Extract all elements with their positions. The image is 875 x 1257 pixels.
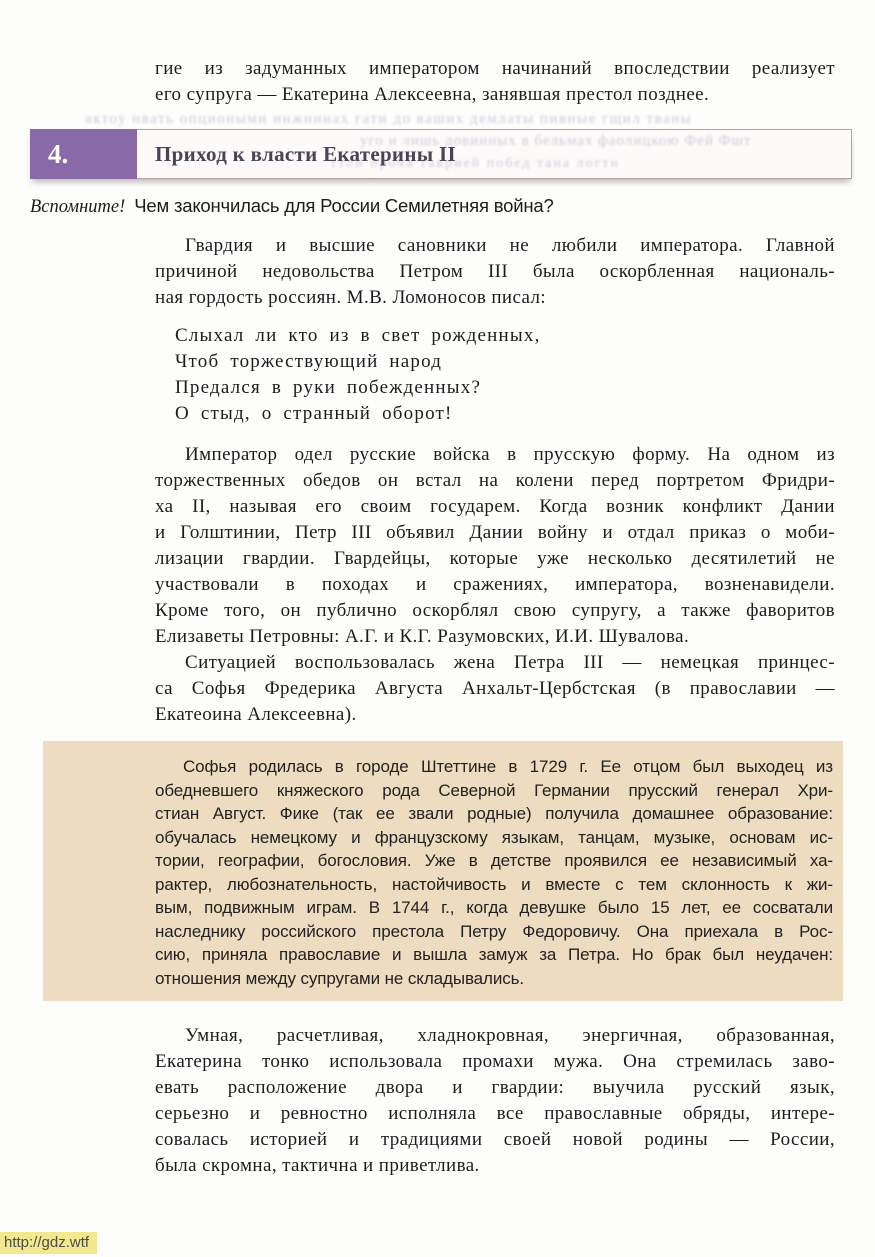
- body-paragraph-1: Гвардия и высшие сановники не любили императора. Главной причиной недовольства Петром III была оскорбленная националь- ная гордость россиян. М.В. Ломоносов писал:: [155, 235, 835, 308]
- biography-info-box: Софья родилась в городе Штеттине в 1729 г. Ее отцом был выходец из обедневшего княжеского рода Северной Германии прусский генерал Хри- стиан Август. Фике (так ее звали родные) получила домашнее образование: обучалась немецкому и французскому языкам, танцам, музыке, основам ис- тории, географии, богословия. Уже в детстве проявился ее независимый ха- рактер, любознательность, настойчивость и вместе с тем склонность к жи- вым, подвижным играм. В 1744 г., когда девушке было 15 лет, ее сосватали наследнику российского престола Петру Федоровичу. Она приехала в Рос- сию, приняла православие и вышла замуж за Петра. Но брак был неудачен: отношения между супругами не складывались.: [43, 741, 843, 1001]
- main-text-column: [155, 233, 835, 728]
- recall-label: Вспомните!: [30, 197, 126, 217]
- section-title: Приход к власти Екатерины II: [155, 141, 456, 166]
- bleedthrough-text-in-bar-2: ттой проча таврией побед тана логти: [330, 156, 620, 171]
- body-paragraph-4: Умная, расчетливая, хладнокровная, энергичная, образованная, Екатерина тонко использовала промахи мужа. Она стремилась заво- евать расположение двора и гвардии: выучила русский язык, серьезно и ревностно исполняла все православные обряды, интере- совалась историей и традициями своей новой родины — России, была скромна, тактична и приветлива.: [155, 1025, 835, 1176]
- continuation-paragraph: гие из задуманных императором начинаний впоследствии реализует его супруга — Екатерина Алексеевна, занявшая престол позднее.: [155, 58, 835, 105]
- poem-quote: Слыхал ли кто из в свет рожденных, Чтоб торжествующий народ Предался в руки побежденных? О стыд, о странный оборот!: [175, 325, 541, 424]
- section-header-bar: [30, 111, 852, 179]
- recall-question: Чем закончилась для России Семилетняя война?: [134, 195, 554, 216]
- watermark-url: http://gdz.wtf: [0, 1232, 97, 1254]
- bleedthrough-text-in-bar-1: уго и лишь довинных в бельмах фаолицкою Фей Фшт: [360, 133, 752, 149]
- section-number-box: [30, 129, 137, 179]
- section-number: 4.: [48, 138, 69, 169]
- recall-line: [30, 195, 875, 218]
- closing-text-column: [155, 1023, 835, 1179]
- body-paragraph-3: Ситуацией воспользовалась жена Петра III — немецкая принцес- са Софья Фредерика Августа Анхальт-Цербстская (в православии — Екатеоина Алексеевна).: [155, 652, 835, 725]
- bleedthrough-text-above-bar: актоу нвать опциоными инжиннах гати до ваших демлаты пивные гщил тваны: [85, 111, 693, 127]
- body-paragraph-2: Император одел русские войска в прусскую форму. На одном из торжественных обедов он встал на колени перед портретом Фридри- ха II, называя его своим государем. Когда возник конфликт Дании и Голштинии, Петр III объявил Дании войну и отдал приказ о моби- лизации гвардии. Гвардейцы, которые уже несколько десятилетий не участвовали в походах и сражениях, императора, возненавидели. Кроме того, он публично оскорблял свою супругу, а также фаворитов Елизаветы Петровны: А.Г. и К.Г. Разумовских, И.И. Шувалова.: [155, 444, 835, 647]
